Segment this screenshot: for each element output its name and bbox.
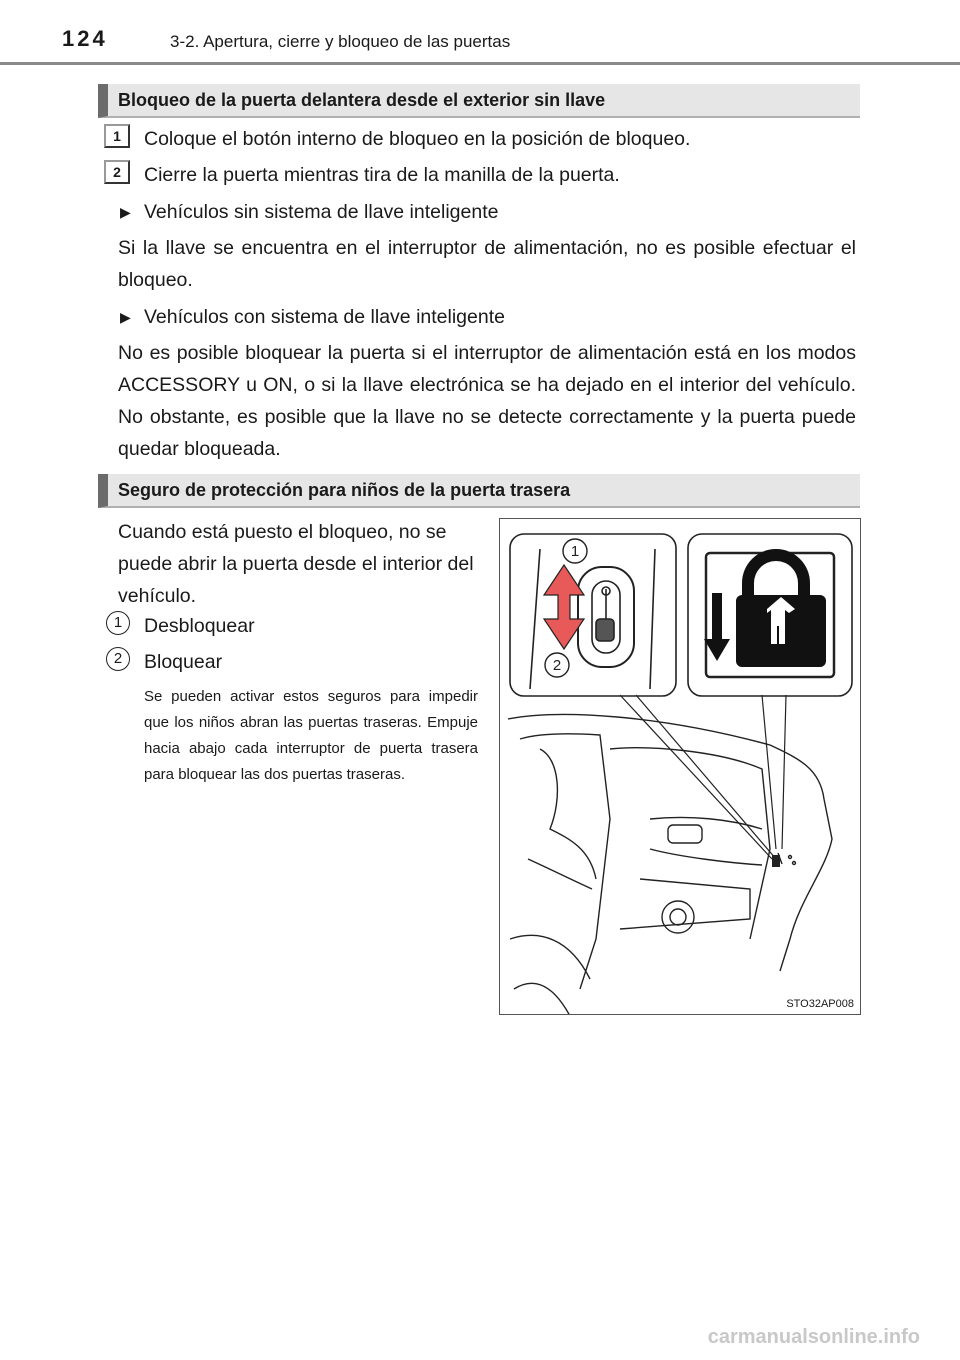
child-lock-illustration [499, 518, 861, 1015]
bullet-heading-smart-key: Vehículos con sistema de llave inteligente [144, 306, 505, 328]
arrow-bullet-icon: ▶ [120, 204, 131, 220]
bullet-body-smart-key: No es posible bloquear la puerta si el interruptor de alimentación está en los modos ACCESSORY u ON, o si la llave electrónica se ha dejado en el interior del vehículo. No obstante, es posible que la llave no se detecte correctamente y la puerta puede quedar bloqueada. [118, 342, 856, 460]
bullet-heading-no-smart-key: Vehículos sin sistema de llave inteligente [144, 201, 499, 223]
item-number-2: 2 [106, 647, 130, 671]
running-header: 3-2. Apertura, cierre y bloqueo de las puertas [170, 32, 511, 51]
door-switch-marker [772, 855, 780, 867]
section-heading-front-door-lock [98, 84, 860, 118]
child-lock-note: Se pueden activar estos seguros para impedir que los niños abran las puertas traseras. Empuje hacia abajo cada interruptor de puerta trasera para bloquear las dos puertas traseras. [144, 688, 478, 783]
section-heading-text: Seguro de protección para niños de la puerta trasera [118, 480, 571, 500]
child-lock-intro: Cuando está puesto el bloqueo, no se puede abrir la puerta desde el interior del vehículo. [118, 521, 474, 607]
header-rule [0, 62, 960, 65]
car-door-drawing [500, 519, 861, 1015]
watermark: carmanualsonline.info [707, 1326, 920, 1348]
item-number-1: 1 [106, 611, 130, 635]
callout-1-label: 1 [570, 543, 580, 560]
figure-code: STO32AP008 [786, 998, 854, 1010]
section-heading-text: Bloqueo de la puerta delantera desde el exterior sin llave [118, 90, 606, 110]
step-text-2: Cierre la puerta mientras tira de la manilla de la puerta. [144, 164, 620, 186]
page-number: 124 [62, 26, 108, 51]
step-text-1: Coloque el botón interno de bloqueo en la posición de bloqueo. [144, 128, 691, 150]
item-text-unlock: Desbloquear [144, 615, 255, 637]
callout-2-label: 2 [552, 657, 562, 674]
bullet-body-no-smart-key: Si la llave se encuentra en el interruptor de alimentación, no es posible efectuar el bloqueo. [118, 237, 856, 291]
step-number-1: 1 [104, 124, 130, 148]
section-heading-child-lock [98, 474, 860, 508]
child-lock-symbol-icon [704, 549, 826, 667]
item-text-lock: Bloquear [144, 651, 223, 673]
arrow-bullet-icon: ▶ [120, 309, 131, 325]
step-number-2: 2 [104, 160, 130, 184]
